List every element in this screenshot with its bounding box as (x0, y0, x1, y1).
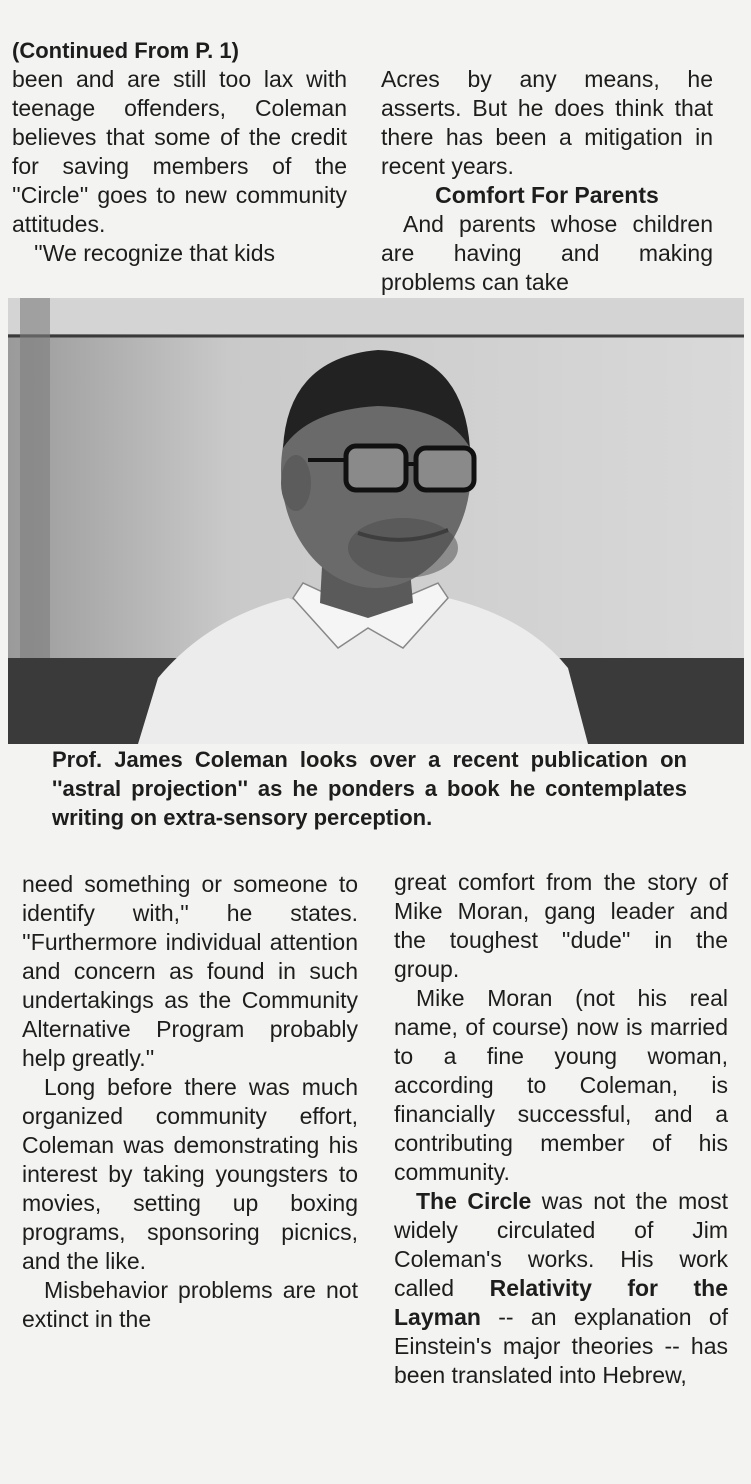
paragraph-text: was not the most widely circulated of Jim Coleman's works. His work called (394, 1188, 728, 1301)
paragraph: great comfort from the story of Mike Moran, gang leader and the toughest ''dude'' in the group. (394, 869, 728, 982)
continued-from-label: (Continued From P. 1) (12, 38, 239, 63)
subheading: Comfort For Parents (435, 182, 659, 208)
photo-caption: Prof. James Coleman looks over a recent publication on ''astral projection'' as he ponders a book he contemplates writing on extra-sensory perception. (52, 747, 687, 830)
paragraph (394, 1187, 728, 1390)
portrait-illustration (8, 298, 744, 744)
paragraph: need something or someone to identify with,'' he states. ''Furthermore individual attention and concern as found in such undertakings as the Community Alternative Program probably help greatly.'' (22, 871, 358, 1071)
column-top-left (12, 36, 347, 268)
paragraph: Long before there was much organized community effort, Coleman was demonstrating his interest by taking youngsters to movies, setting up boxing programs, sponsoring picnics, and the like. (22, 1074, 358, 1274)
column-top-right (381, 65, 713, 297)
column-bottom-left (22, 870, 358, 1334)
paragraph: Misbehavior problems are not extinct in the (22, 1277, 358, 1332)
paragraph: been and are still too lax with teenage offenders, Coleman believes that some of the credit for saving members of the ''Circle'' goes to new community attitudes. (12, 66, 347, 237)
paragraph: Mike Moran (not his real name, of course) now is married to a fine young woman, according to Coleman, is financially successful, and a contributing member of his community. (394, 985, 728, 1185)
paragraph: ''We recognize that kids (34, 240, 276, 266)
photo-james-coleman (8, 298, 744, 744)
paragraph: And parents whose children are having and making problems can take (381, 211, 713, 295)
column-bottom-right (394, 868, 728, 1390)
book-title-the-circle: The Circle (416, 1188, 532, 1214)
paragraph-text: -- an explanation of Einstein's major theories -- has been translated into Hebrew, (394, 1304, 728, 1388)
book-title-relativity: Relativity for the Layman (394, 1275, 728, 1330)
paragraph: Acres by any means, he asserts. But he does think that there has been a mitigation in recent years. (381, 66, 713, 179)
